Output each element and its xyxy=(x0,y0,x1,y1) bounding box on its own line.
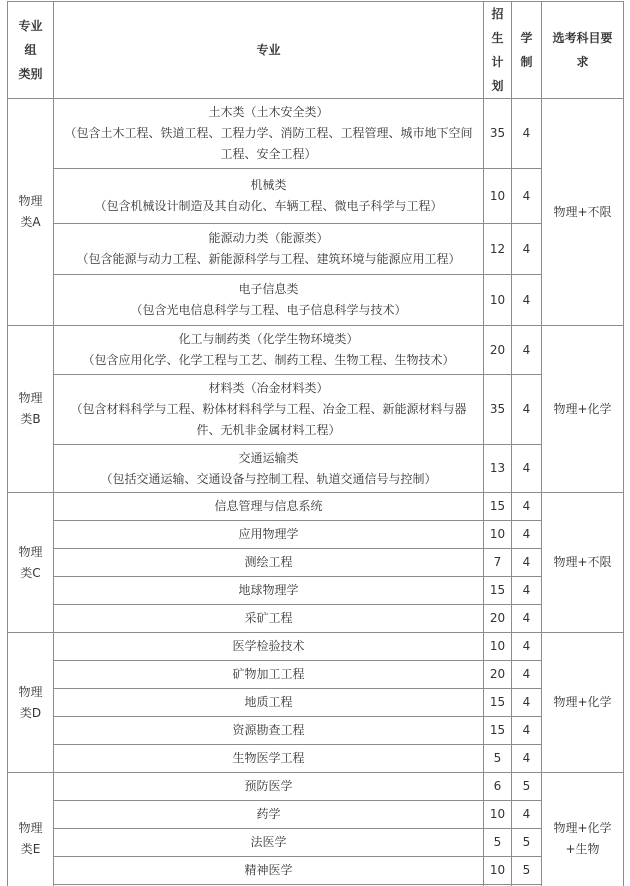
header-plan xyxy=(484,2,512,99)
major-name: 医学检验技术 xyxy=(232,639,305,653)
group-category-label: 物理 xyxy=(18,820,43,835)
group-category-label: 类E xyxy=(20,841,41,856)
major-cell xyxy=(54,773,484,801)
major-name: 能源动力类（能源类） xyxy=(208,231,329,245)
header-group-line: 组 xyxy=(24,43,37,57)
subject-requirement-cell xyxy=(542,633,624,773)
subject-requirement-text: 物理+不限 xyxy=(553,204,612,219)
admissions-table xyxy=(7,1,624,886)
header-group-category xyxy=(8,2,54,99)
group-category-label: 物理 xyxy=(18,391,43,405)
subject-requirement-cell xyxy=(542,493,624,633)
study-years: 5 xyxy=(512,773,542,801)
table-body xyxy=(8,99,624,886)
plan-count: 10 xyxy=(484,801,512,829)
table-row xyxy=(8,549,624,577)
major-name: 矿物加工工程 xyxy=(232,667,305,681)
major-detail: （包含土木工程、铁道工程、工程力学、消防工程、工程管理、城市地下空间 xyxy=(64,126,473,140)
subject-requirement-cell xyxy=(542,773,624,886)
study-years: 4 xyxy=(512,169,542,224)
plan-count: 6 xyxy=(484,773,512,801)
header-major: 专业 xyxy=(54,2,484,99)
major-detail: （包含应用化学、化学工程与工艺、制药工程、生物工程、生物技术） xyxy=(82,353,455,367)
header-group-line: 专业 xyxy=(18,19,43,33)
header-duration xyxy=(512,2,542,99)
study-years: 4 xyxy=(512,577,542,605)
group-category-label: 类B xyxy=(20,412,41,426)
table-row xyxy=(8,717,624,745)
study-years: 4 xyxy=(512,375,542,445)
major-cell xyxy=(54,493,484,521)
major-cell xyxy=(54,689,484,717)
table-row xyxy=(8,689,624,717)
study-years: 4 xyxy=(512,717,542,745)
major-detail: 件、无机非金属材料工程） xyxy=(196,423,341,437)
major-cell xyxy=(54,445,484,493)
study-years: 4 xyxy=(512,549,542,577)
group-category-label: 类C xyxy=(20,565,41,580)
major-name: 应用物理学 xyxy=(238,527,299,541)
major-detail: （包含能源与动力工程、新能源科学与工程、建筑环境与能源应用工程） xyxy=(76,252,461,266)
table-row xyxy=(8,99,624,169)
major-name: 法医学 xyxy=(250,835,287,849)
major-cell xyxy=(54,661,484,689)
major-cell xyxy=(54,99,484,169)
subject-requirement-text: 物理+化学 xyxy=(553,820,612,835)
major-detail: （包含材料科学与工程、粉体材料科学与工程、冶金工程、新能源材料与器 xyxy=(70,402,467,416)
plan-count: 5 xyxy=(484,745,512,773)
table-row xyxy=(8,375,624,445)
plan-count: 20 xyxy=(484,326,512,375)
header-duration-line: 制 xyxy=(520,55,533,69)
table-row xyxy=(8,801,624,829)
group-category-cell xyxy=(8,633,54,773)
major-name: 化工与制药类（化学生物环境类） xyxy=(178,332,359,346)
study-years: 4 xyxy=(512,99,542,169)
major-cell xyxy=(54,375,484,445)
header-subject-line: 选考科目要 xyxy=(552,31,613,45)
study-years: 5 xyxy=(512,829,542,857)
plan-count: 15 xyxy=(484,493,512,521)
plan-count: 35 xyxy=(484,375,512,445)
plan-count: 35 xyxy=(484,99,512,169)
group-category-label: 类D xyxy=(19,705,42,720)
major-cell xyxy=(54,224,484,275)
study-years: 4 xyxy=(512,661,542,689)
major-cell xyxy=(54,169,484,224)
table-row xyxy=(8,661,624,689)
major-cell xyxy=(54,745,484,773)
major-cell xyxy=(54,717,484,745)
plan-count: 10 xyxy=(484,169,512,224)
table-row xyxy=(8,829,624,857)
header-row xyxy=(8,2,624,99)
table-row xyxy=(8,773,624,801)
subject-requirement-text: 物理+化学 xyxy=(553,695,612,709)
major-detail: （包括交通运输、交通设备与控制工程、轨道交通信号与控制） xyxy=(100,471,437,486)
study-years: 4 xyxy=(512,521,542,549)
major-name: 土木类（土木安全类） xyxy=(208,105,329,119)
group-category-label: 物理 xyxy=(18,194,43,208)
subject-requirement-cell xyxy=(542,326,624,493)
major-name: 地球物理学 xyxy=(238,583,299,597)
plan-count: 15 xyxy=(484,577,512,605)
major-detail: （包含机械设计制造及其自动化、车辆工程、微电子科学与工程） xyxy=(94,199,443,213)
subject-requirement-cell xyxy=(542,99,624,326)
plan-count: 10 xyxy=(484,857,512,885)
major-cell xyxy=(54,326,484,375)
table-row xyxy=(8,493,624,521)
table-row xyxy=(8,745,624,773)
table-row xyxy=(8,224,624,275)
header-plan-line: 计 xyxy=(491,55,504,69)
plan-count: 15 xyxy=(484,717,512,745)
subject-requirement-text: +生物 xyxy=(565,841,600,856)
major-name: 生物医学工程 xyxy=(232,751,305,765)
study-years: 4 xyxy=(512,801,542,829)
study-years: 4 xyxy=(512,633,542,661)
study-years: 4 xyxy=(512,275,542,326)
header-group-line: 类别 xyxy=(18,67,43,81)
major-name: 预防医学 xyxy=(244,779,293,793)
major-name: 信息管理与信息系统 xyxy=(214,499,323,513)
major-detail: （包含光电信息科学与工程、电子信息科学与技术） xyxy=(130,303,407,317)
plan-count: 13 xyxy=(484,445,512,493)
major-cell xyxy=(54,829,484,857)
table-row xyxy=(8,326,624,375)
plan-count: 7 xyxy=(484,549,512,577)
plan-count: 5 xyxy=(484,829,512,857)
table-row xyxy=(8,521,624,549)
study-years: 4 xyxy=(512,745,542,773)
plan-count: 10 xyxy=(484,275,512,326)
table-row xyxy=(8,169,624,224)
study-years: 4 xyxy=(512,689,542,717)
study-years: 4 xyxy=(512,445,542,493)
group-category-label: 物理 xyxy=(18,544,43,559)
major-name: 交通运输类 xyxy=(238,450,299,465)
major-cell xyxy=(54,549,484,577)
major-cell xyxy=(54,633,484,661)
group-category-cell xyxy=(8,493,54,633)
major-cell xyxy=(54,605,484,633)
study-years: 4 xyxy=(512,493,542,521)
table-row xyxy=(8,445,624,493)
plan-count: 20 xyxy=(484,605,512,633)
study-years: 4 xyxy=(512,605,542,633)
header-subject-line: 求 xyxy=(576,55,589,69)
major-name: 电子信息类 xyxy=(238,282,299,296)
table-row xyxy=(8,857,624,885)
plan-count: 15 xyxy=(484,689,512,717)
major-name: 地质工程 xyxy=(244,695,293,709)
group-category-label: 类A xyxy=(20,215,41,229)
major-cell xyxy=(54,275,484,326)
group-category-cell xyxy=(8,326,54,493)
group-category-cell xyxy=(8,773,54,886)
table-row xyxy=(8,275,624,326)
plan-count: 20 xyxy=(484,661,512,689)
study-years: 5 xyxy=(512,857,542,885)
header-duration-line: 学 xyxy=(520,31,533,45)
major-name: 材料类（冶金材料类） xyxy=(208,381,329,395)
plan-count: 10 xyxy=(484,521,512,549)
header-subject-requirement xyxy=(542,2,624,99)
major-cell xyxy=(54,801,484,829)
header-plan-line: 生 xyxy=(491,31,504,45)
major-name: 测绘工程 xyxy=(244,555,293,569)
major-name: 采矿工程 xyxy=(244,611,293,625)
table-row xyxy=(8,605,624,633)
plan-count: 12 xyxy=(484,224,512,275)
table-row xyxy=(8,577,624,605)
study-years: 4 xyxy=(512,326,542,375)
study-years: 4 xyxy=(512,224,542,275)
header-plan-line: 招 xyxy=(491,7,504,21)
major-name: 机械类 xyxy=(250,178,287,192)
major-cell xyxy=(54,521,484,549)
major-detail: 工程、安全工程） xyxy=(220,147,317,161)
major-name: 药学 xyxy=(256,807,281,821)
group-category-label: 物理 xyxy=(18,684,43,699)
major-cell xyxy=(54,577,484,605)
plan-count: 10 xyxy=(484,633,512,661)
group-category-cell xyxy=(8,99,54,326)
subject-requirement-text: 物理+化学 xyxy=(553,401,612,416)
major-name: 资源勘查工程 xyxy=(232,723,305,737)
table-row xyxy=(8,633,624,661)
header-plan-line: 划 xyxy=(491,79,504,93)
major-name: 精神医学 xyxy=(244,863,293,877)
major-cell xyxy=(54,857,484,885)
subject-requirement-text: 物理+不限 xyxy=(553,555,612,569)
